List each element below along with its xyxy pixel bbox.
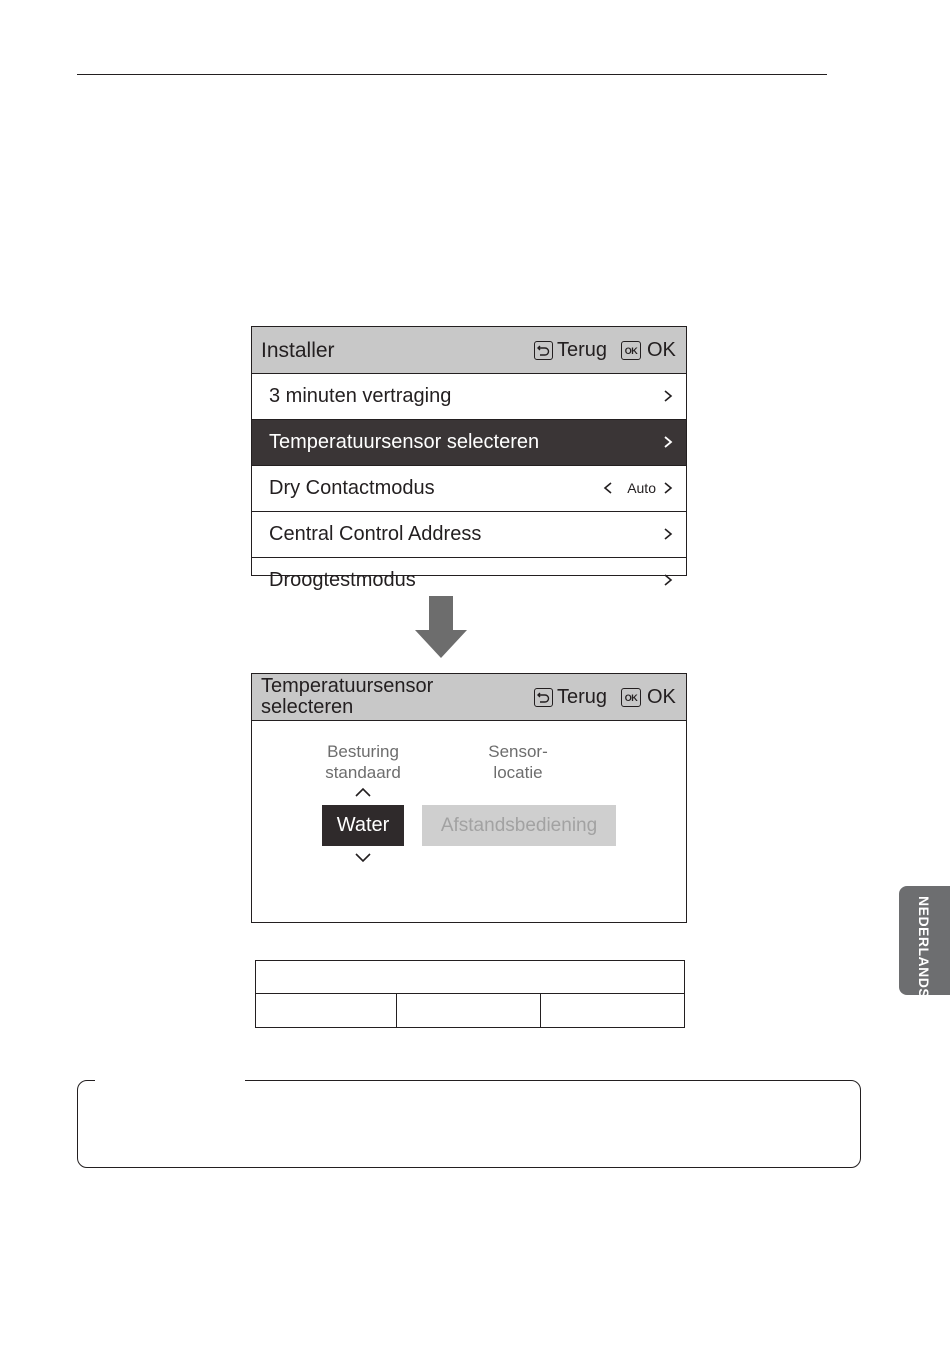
menu-item-3-min-delay[interactable] [252, 374, 686, 420]
sensor-select-screen [251, 673, 687, 923]
menu-item-label: Temperatuursensor selecteren [269, 431, 540, 453]
column-header-line: Besturing [327, 742, 399, 761]
column-header-control [307, 741, 419, 783]
language-tab [899, 886, 950, 999]
chevron-right-icon[interactable] [660, 480, 676, 496]
chevron-right-icon [660, 572, 676, 588]
back-icon [534, 688, 553, 707]
note-box-gap [95, 1075, 245, 1085]
back-label: Terug [557, 686, 608, 708]
back-button[interactable] [534, 339, 607, 362]
installer-screen [251, 326, 687, 591]
chevron-up-icon[interactable] [354, 786, 372, 798]
column-header-line: locatie [493, 763, 543, 782]
ok-icon: OK [621, 341, 641, 360]
chevron-right-icon [660, 388, 676, 404]
top-rule [77, 74, 827, 75]
ok-label: OK [647, 686, 676, 708]
column-header-sensor [462, 741, 574, 783]
chevron-left-icon[interactable] [600, 480, 616, 496]
ok-button[interactable] [621, 339, 676, 362]
table-header-row [256, 961, 684, 994]
note-box [77, 1080, 861, 1168]
chevron-down-icon[interactable] [354, 852, 372, 864]
down-arrow-icon [415, 596, 467, 658]
table-cell [256, 994, 397, 1027]
menu-item-label: Dry Contactmodus [269, 477, 435, 499]
menu-item-label: Central Control Address [269, 523, 482, 545]
ok-icon: OK [621, 688, 641, 707]
settings-table [255, 960, 685, 1028]
menu-item-dry-contact[interactable] [252, 466, 686, 512]
table-cell [397, 994, 541, 1027]
menu-item-partial[interactable] [252, 558, 686, 604]
column-header-line: Sensor- [488, 742, 548, 761]
titlebar [252, 674, 686, 721]
back-icon [534, 341, 553, 360]
column-header-line: standaard [325, 763, 401, 782]
menu-item-central-control[interactable] [252, 512, 686, 558]
screen-title-line2: selecteren [261, 696, 354, 718]
table-cell [541, 994, 684, 1027]
back-label: Terug [557, 339, 608, 361]
titlebar [252, 327, 686, 374]
screen-title: Installer [261, 339, 335, 362]
menu-item-value: Auto [627, 480, 656, 496]
menu-item-label: 3 minuten vertraging [269, 385, 452, 407]
chevron-right-icon [660, 434, 676, 450]
screen-title-line1: Temperatuursensor [261, 675, 434, 697]
option-water[interactable]: Water [322, 805, 404, 846]
ok-button[interactable] [621, 686, 676, 709]
language-tab-label: NEDERLANDS [916, 896, 932, 999]
menu-item-label: Droogtestmodus [269, 569, 416, 591]
option-remote-control[interactable]: Afstandsbediening [422, 805, 616, 846]
chevron-right-icon [660, 526, 676, 542]
back-button[interactable] [534, 686, 607, 709]
screen-title [261, 676, 433, 718]
menu-item-temperature-sensor[interactable] [252, 420, 686, 466]
ok-label: OK [647, 339, 676, 361]
